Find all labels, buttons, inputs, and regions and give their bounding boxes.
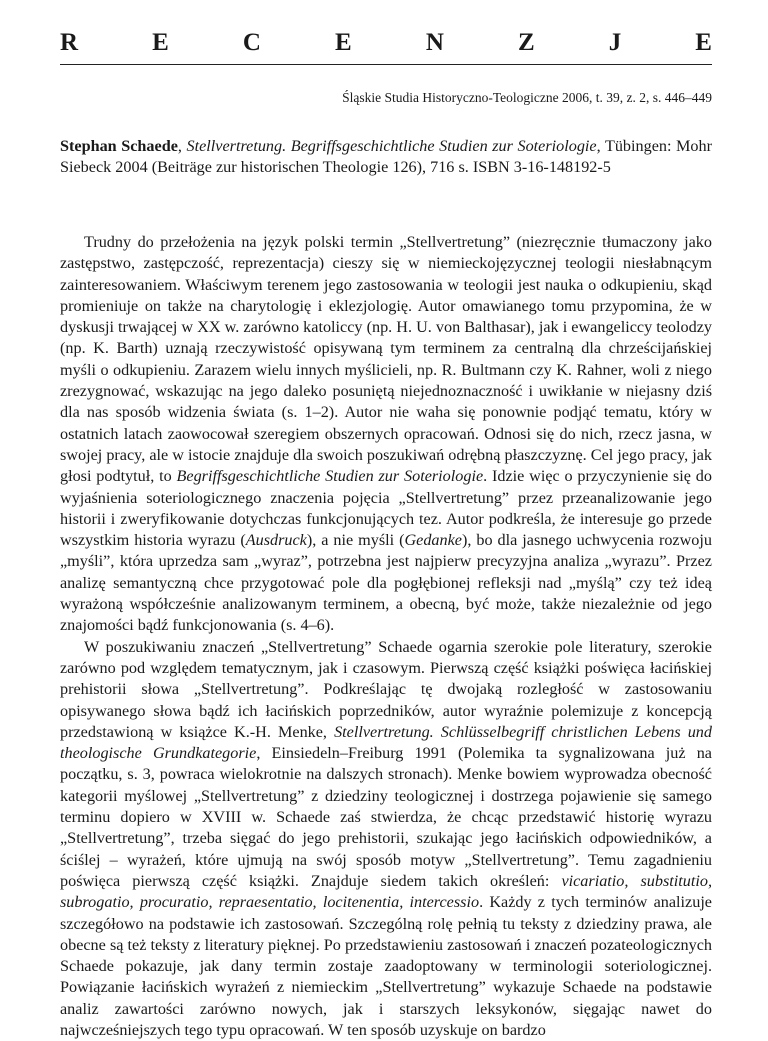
- text-run: . Każdy z tych terminów analizuje szczegółowo na podstawie ich zastosowań. Szczególną rolę pełnią tu teksty z dziedziny prawa, ale obecne są też teksty z literatury pięknej. Po przedstawieniu zastosowań i znaczeń pozateologicznych Schaede pokazuje, jak dany termin zostaje zaadoptowany w terminologii soteriologicznej. Powiązanie łacińskich wyrażeń z niemieckim „Stellvertretung” wykazuje Schaede na podstawie analiz zawartości zarówno nowych, jak i starszych leksykonów, sięgając nawet do najwcześniejszych tego typu opracowań. W ten sposób uzyskuje on bardzo: [60, 893, 712, 1039]
- header-letter: E: [335, 29, 352, 56]
- header-letter: N: [425, 29, 444, 56]
- text-run: ), bo dla jasnego uchwycenia rozwoju „myśli”, która uprzedza sam „wyraz”, potrzebna jest najpierw precyzyjna analiza „wyrazu”. Przez analizę semantyczną chce przygotować pole dla pogłębionej refleksji nad „myślą” czy też ideą wyrażoną współcześnie analizowanym terminem, a obecną, być może, także niezależnie od jego znajomości bądź funkcjonowania (s. 4–6).: [60, 531, 712, 635]
- header-letter: E: [152, 29, 169, 56]
- header-letter: R: [60, 29, 79, 56]
- paragraph-2: [60, 637, 712, 1041]
- book-author: Stephan Schaede: [60, 137, 178, 155]
- italic-run: Ausdruck: [245, 531, 307, 550]
- text-run: . Idzie więc o przyczynienie się do wyjaśnienia soteriologicznego znaczenia pojęcia „Stellvertretung” przez przeanalizowanie jego historii i zweryfikowanie dotychczas funkcjonujących tez. Autor podkreśla, że interesuje go przede wszystkim historia wyrazu (: [60, 467, 712, 550]
- italic-run: Begriffsgeschichtliche Studien zur Soteriologie: [176, 467, 484, 486]
- section-header: [60, 28, 712, 58]
- text-run: , Einsiedeln–Freiburg 1991 (Polemika ta sygnalizowana już na początku, s. 3, powraca wielokrotnie na dalszych stronach). Menke bowiem wyprowadza obecność kategorii myślowej „Stellvertretung” z dziedziny teologicznej i dostrzega pojawienie się samego terminu dopiero w XVIII w. Schaede zaś stwierdza, że chcąc przedstawić historię wyrazu „Stellvertretung”, trzeba sięgać do jego prehistorii, szukając jego łacińskich odpowiedników, a ściślej – wyrażeń, które ujmują na swój sposób motyw „Stellvertretung”. Temu zagadnieniu poświęca pierwszą część książki. Znajduje siedem takich określeń:: [60, 744, 712, 890]
- italic-run: Gedanke: [404, 531, 462, 550]
- header-letter: Z: [517, 29, 535, 56]
- text-run: Trudny do przełożenia na język polski termin „Stellvertretung” (niezręcznie tłumaczony jako zastępstwo, zastępczość, reprezentacja) cieszy się w niemieckojęzycznej teologii niesłabnącym zainteresowaniem. Właściwym terenem jego zastosowania w teologii jest nauka o odkupieniu, skąd promieniuje on także na charytologię i eklezjologię. Autor omawianego tomu przypomina, że w dyskusji trwającej w XX w. zarówno katoliccy (np. H. U. von Balthasar), jak i ewangeliccy teolodzy (np. K. Barth) uznają rzeczywistość opisywaną tym terminem za centralną dla chrześcijańskiej myśli o odkupieniu. Zarazem wielu innych myślicieli, np. R. Bultmann czy K. Rahner, woli z niego zrezygnować, wskazując na jego daleko posuniętą niejednoznaczność i uwikłanie w niejasny dziś dla nas sposób widzenia świata (s. 1–2). Autor nie waha się ponownie podjąć tematu, który w ostatnich latach zaowocował szeregiem obszernych opracowań. Odnosi się do nich, rzecz jasna, w swojej pracy, ale w istocie znajduje dla swoich poszukiwań odrębną płaszczyznę. Cel jego pracy, jak głosi podtytuł, to: [60, 233, 712, 486]
- bib-separator: ,: [177, 137, 187, 155]
- italic-run: Stellvertretung. Schlüsselbegriff christlichen Lebens und theologische Grundkategorie: [60, 722, 712, 763]
- header-letter: C: [242, 29, 261, 56]
- bibliographic-entry: [60, 136, 712, 179]
- header-letter: E: [695, 29, 712, 56]
- book-publication-details: , Tübingen: Mohr Siebeck 2004 (Beiträge zur historischen Theologie 126), 716 s. ISBN 3-16-148192-5: [60, 137, 713, 177]
- header-letter: J: [608, 29, 622, 56]
- italic-run: vicariatio, substitutio, subrogatio, procuratio, repraesentatio, locitenentia, intercessio: [60, 871, 712, 912]
- journal-citation: Śląskie Studia Historyczno-Teologiczne 2006, t. 39, z. 2, s. 446–449: [342, 90, 712, 105]
- text-run: ), a nie myśli (: [306, 531, 405, 550]
- review-body: [60, 232, 712, 1041]
- paragraph-1: [60, 232, 712, 637]
- book-title: Stellvertretung. Begriffsgeschichtliche Studien zur Soteriologie: [186, 137, 597, 155]
- header-divider: [60, 64, 712, 65]
- text-run: W poszukiwaniu znaczeń „Stellvertretung” Schaede ogarnia szerokie pole literatury, szerokie zarówno pod względem tematycznym, jak i czasowym. Pierwszą część książki poświęca łacińskiej prehistorii słowa „Stellvertretung”. Podkreślając tę dwojaką rozległość w zastosowaniu opisywanego słowa bądź ich łacińskich poprzedników, autor wyraźnie polemizuje z koncepcją przedstawioną w książce K.-H. Menke,: [60, 637, 712, 741]
